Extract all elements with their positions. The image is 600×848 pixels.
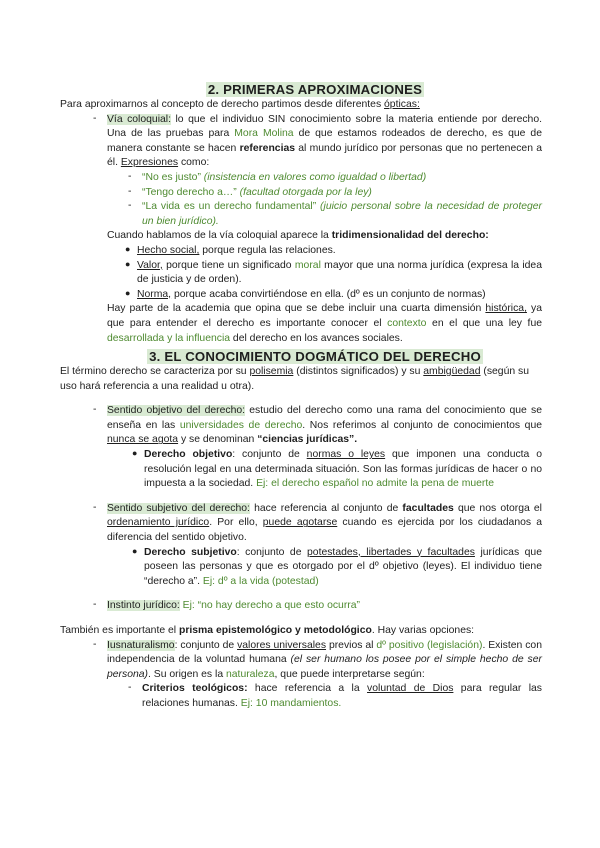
section-3-intro: El término derecho se caracteriza por su polisemia (distintos significados) y su ambigüedad (según su uso hará referencia a una realidad u otra). (60, 366, 530, 392)
section-2-title: 2. PRIMERAS APROXIMACIONES (207, 82, 423, 97)
derecho-objetivo-item: ● Derecho objetivo: conjunto de normas o leyes que imponen una conducta o resolución legal en una determinada situación. Son las formas jurídicas de hacer o no impuesta a la sociedad. Ej: el derecho español no admite la pena de muerte (132, 448, 542, 490)
dimension-item: ● Valor, porque tiene un significado moral mayor que una norma jurídica (expresa la idea de justicia y de orden). (125, 258, 542, 286)
dimension-item: ● Hecho social, porque regula las relaciones. (125, 243, 336, 256)
expression-item: - “La vida es un derecho fundamental” (juicio personal sobre la necesidad de proteger un bien jurídico). (128, 200, 543, 227)
expression-item: - “Tengo derecho a…” (facultad otorgada por la ley) (128, 185, 372, 198)
sentido-subjetivo-item: - Sentido subjetivo del derecho: hace referencia al conjunto de facultades que nos otorga el ordenamiento jurídico. Por ello, puede agotarse cuando es ejercida por los ciudadanos a diferencia del sentido objetivo. (93, 501, 543, 544)
prisma-intro: También es importante el prisma epistemológico y metodológico. Hay varias opciones: (60, 625, 475, 636)
section-2-intro: Para aproximarnos al concepto de derecho partimos desde diferentes ópticas: (60, 99, 420, 110)
dash-marker: - (93, 112, 97, 124)
dimension-item: ● Norma, porque acaba convirtiéndose en ella. (dº es un conjunto de normas) (125, 287, 486, 300)
criterios-teologicos-item: - Criterios teológicos: hace referencia a la voluntad de Dios para regular las relaciones humanas. Ej: 10 mandamientos. (128, 682, 542, 709)
sentido-objetivo-item: - Sentido objetivo del derecho: estudio del derecho como una rama del conocimiento que se enseña en las universidades de derecho. Nos referimos al conjunto de conocimientos que nunca se agota y se denominan “ciencias jurídicas”. (93, 404, 543, 446)
expression-item: - “No es justo” (insistencia en valores como igualdad o libertad) (128, 170, 427, 183)
instinto-juridico-item: - Instinto jurídico: Ej: “no hay derecho a que esto ocurra” (93, 599, 360, 612)
tridimensionalidad-intro: Cuando hablamos de la vía coloquial aparece la tridimensionalidad del derecho: (107, 230, 489, 242)
via-coloquial-item: - Vía coloquial: lo que el individuo SIN conocimiento sobre la materia entiende por derecho. Una de las pruebas para Mora Molina de que estamos rodeados de derecho, es que de manera constante se hacen referencias al mundo jurídico por personas que no pertenecen a él. Expresiones como: (93, 112, 543, 169)
section-3-title: 3. EL CONOCIMIENTO DOGMÁTICO DEL DERECHO (149, 349, 481, 365)
iusnaturalismo-item: - Iusnaturalismo: conjunto de valores universales previos al dº positivo (legislación). Existen con independencia de la voluntad humana (el ser humano los posee por el simple hecho de ser persona). Su origen es la naturaleza, que puede interpretarse según: (93, 638, 542, 680)
derecho-subjetivo-item: ● Derecho subjetivo: conjunto de potestades, libertades y facultades jurídicas que poseen las personas y que es otorgado por el dº objetivo (leyes). El individuo tiene “derecho a”. Ej: dº a la vida (potestad) (132, 545, 542, 587)
dimension-historica: Hay parte de la academia que opina que se debe incluir una cuarta dimensión histórica, ya que para entender el derecho es importante conocer el contexto en el que una ley fue desarrollada y la influencia del derecho en los avances sociales. (107, 303, 543, 344)
